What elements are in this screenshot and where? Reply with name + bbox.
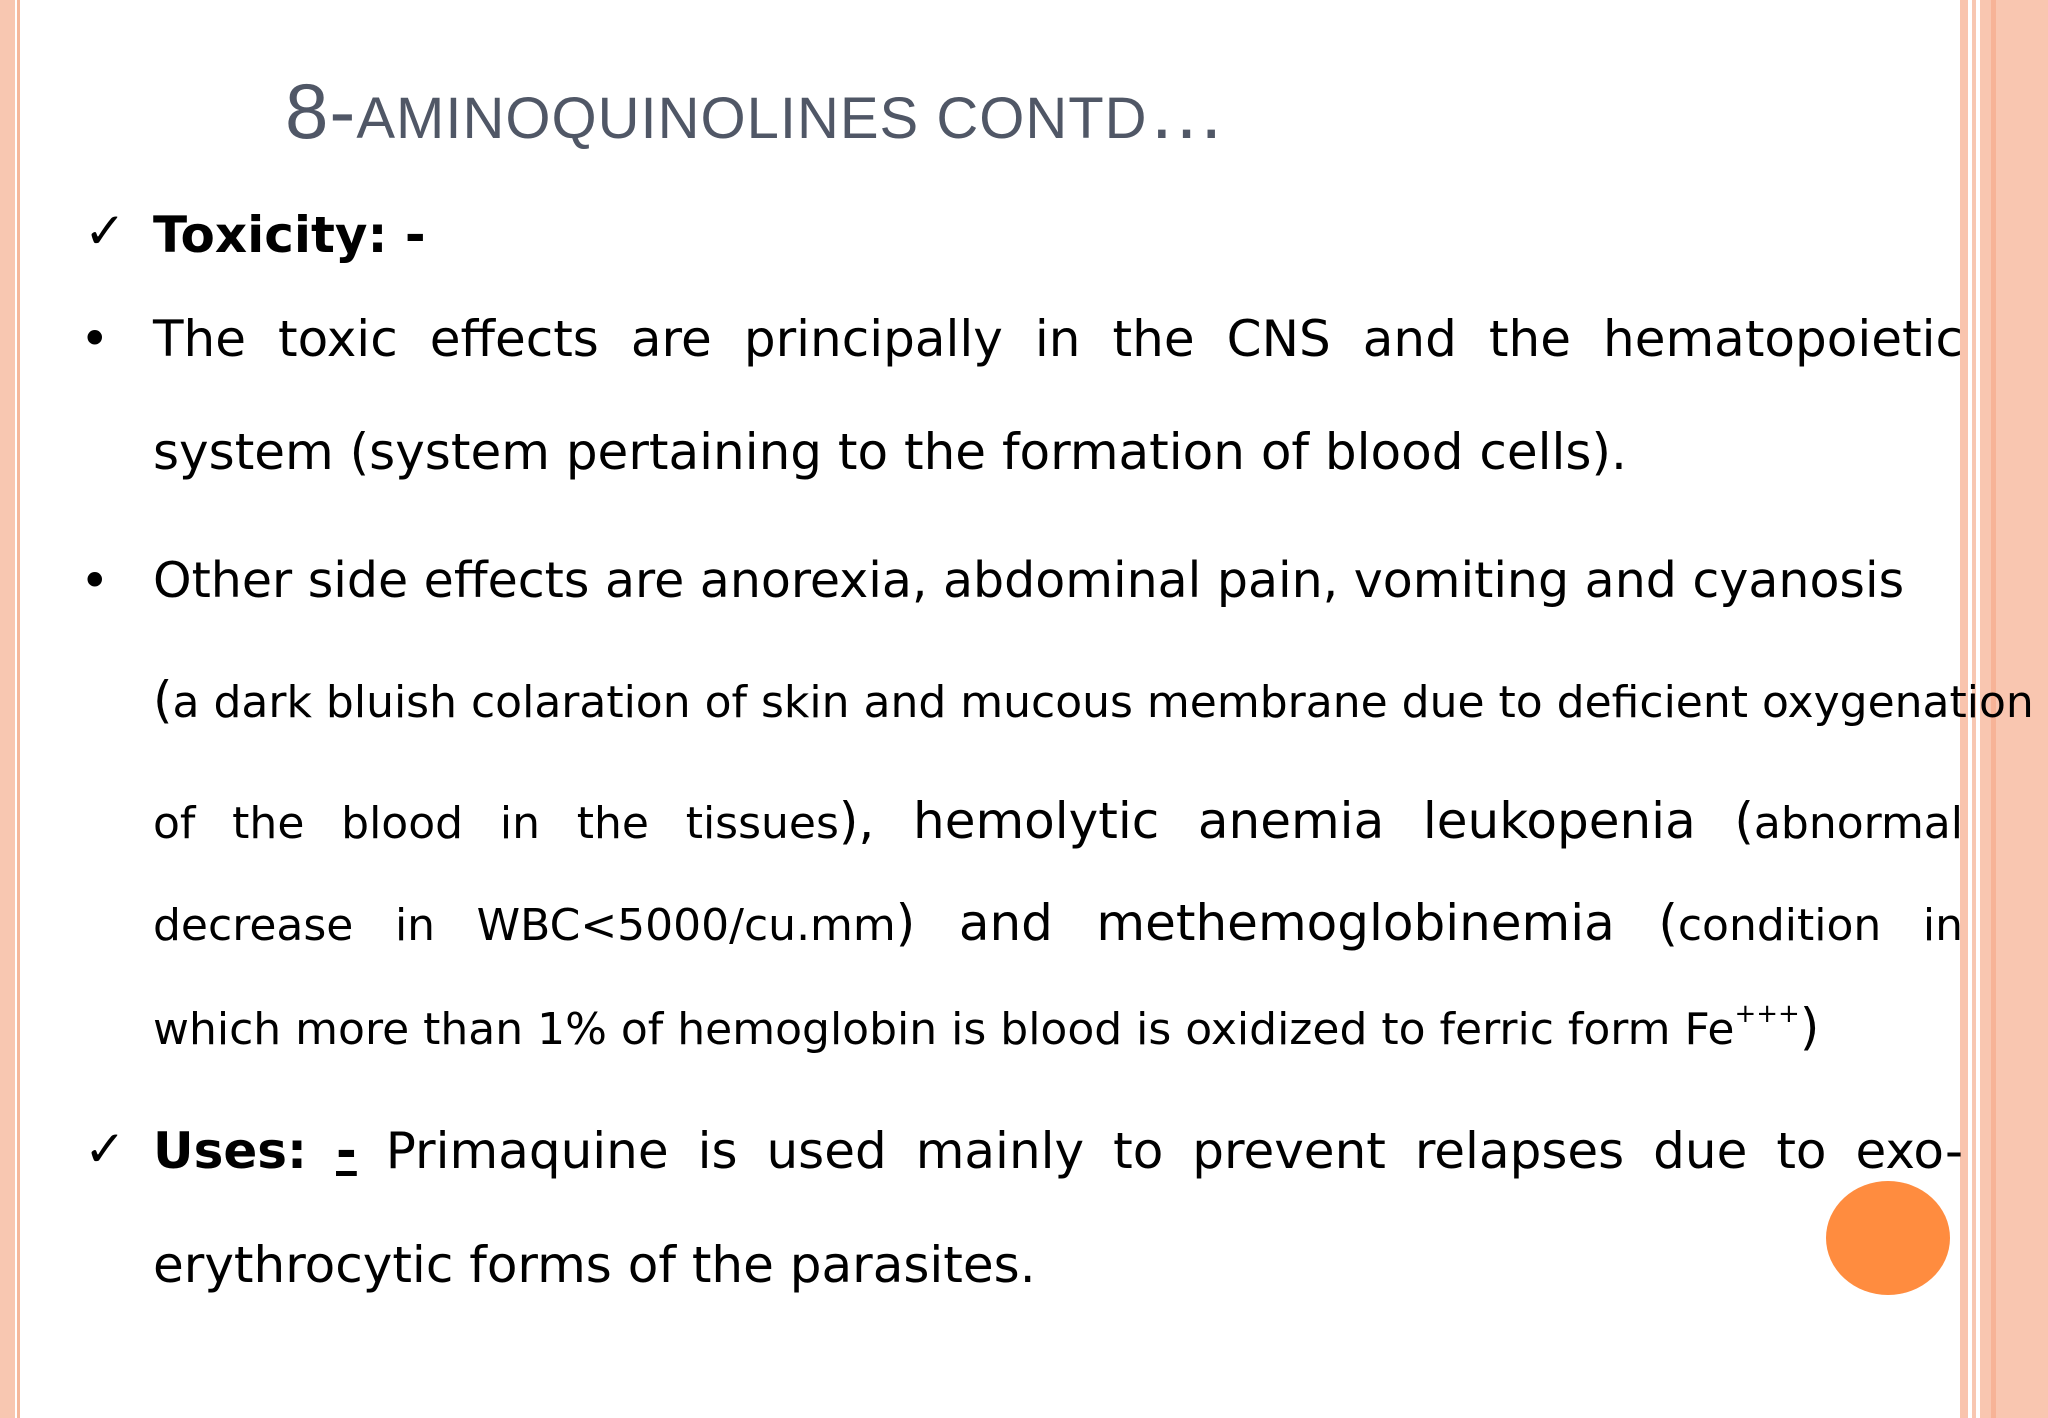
bullet2-line3: [153, 792, 1963, 850]
title-prefix: 8-: [285, 67, 357, 155]
cyanosis-definition-end: of the blood in the tissues: [153, 798, 839, 849]
title-ellipsis: …: [1147, 67, 1227, 155]
methemoglobinemia-definition-end: which more than 1% of hemoglobin is blood is oxidized to ferric form Fe: [153, 1004, 1735, 1055]
bullet1-line2: system (system pertaining to the formation of blood cells).: [153, 423, 1627, 481]
checkmark-icon: ✓: [84, 1120, 126, 1178]
bullet-icon: •: [80, 310, 110, 368]
methemoglobinemia-term: and methemoglobinemia: [958, 894, 1615, 952]
close-paren: ),: [838, 792, 875, 850]
orange-circle-decoration: [1826, 1181, 1950, 1295]
open-paren: (: [1658, 894, 1678, 952]
ferric-superscript: +++: [1734, 999, 1800, 1029]
toxicity-heading: Toxicity: -: [153, 206, 426, 264]
close-paren: ): [1799, 998, 1820, 1056]
bullet1-line1: The toxic effects are principally in the CNS and the hematopoietic: [153, 310, 1963, 368]
bullet2-line1: Other side effects are anorexia, abdominal pain, vomiting and cyanosis: [153, 552, 1905, 609]
anemia-terms: hemolytic anemia leukopenia: [913, 792, 1696, 850]
bullet-icon: •: [80, 552, 110, 610]
uses-line2: erythrocytic forms of the parasites.: [153, 1236, 1036, 1294]
methemoglobinemia-definition-start: condition in: [1677, 900, 1963, 951]
open-paren: (: [1734, 792, 1754, 850]
checkmark-icon: ✓: [84, 202, 126, 260]
leukopenia-definition-start: abnormal: [1753, 798, 1963, 849]
uses-dash: -: [336, 1122, 357, 1180]
open-paren: (: [153, 671, 173, 729]
close-paren: ): [895, 894, 916, 952]
title-main: AMINOQUINOLINES CONTD: [356, 86, 1148, 151]
bullet2-line2: [153, 671, 2034, 729]
uses-text: Primaquine is used mainly to prevent relapses due to exo-: [385, 1122, 1963, 1180]
bullet2-line5: [153, 998, 1963, 1056]
cyanosis-definition: a dark bluish colaration of skin and mucous membrane due to deficient oxygenation: [172, 677, 2034, 728]
uses-line1: [153, 1122, 1963, 1180]
leukopenia-definition-end: decrease in WBC<5000/cu.mm: [153, 900, 896, 951]
bullet2-line4: [153, 894, 1963, 952]
uses-label: Uses:: [153, 1122, 308, 1180]
